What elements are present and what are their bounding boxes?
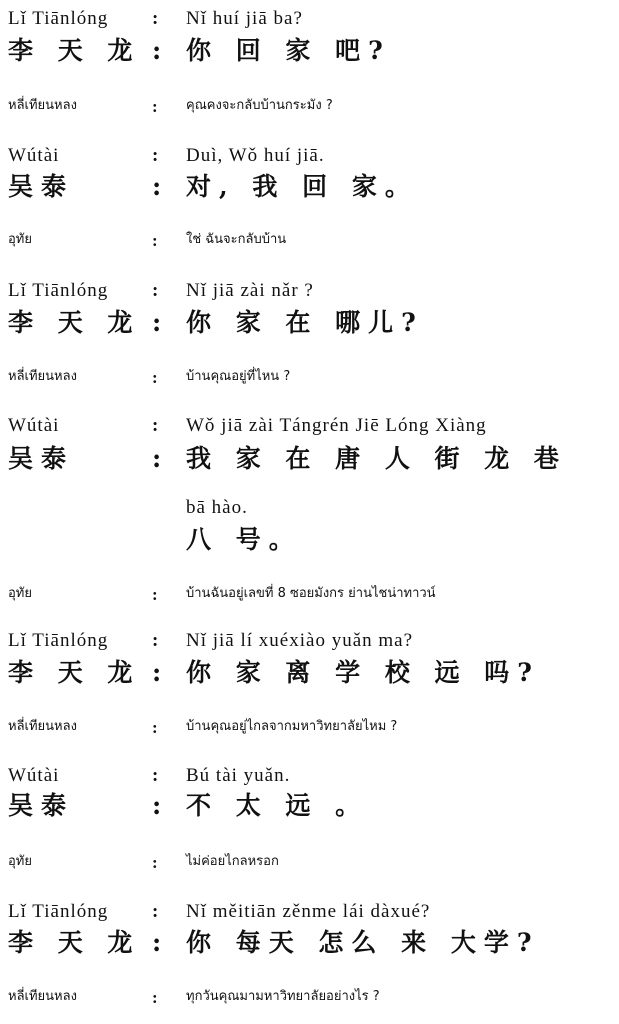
speaker-name: อุทัย: [8, 232, 32, 247]
separator-colon: :: [152, 308, 162, 337]
separator-colon: :: [152, 585, 158, 604]
dialogue-text: ไม่ค่อยไกลหรอก: [186, 854, 279, 869]
speaker-name: อุทัย: [8, 586, 32, 601]
separator-colon: :: [152, 901, 160, 922]
dialogue-text: Bú tài yuǎn.: [186, 765, 291, 786]
dialogue-text: บ้านฉันอยู่เลขที่ 8 ซอยมังกร ย่านไชน่าทาวน์: [186, 586, 436, 601]
dialogue-text: 你 家 在 哪儿?: [186, 308, 424, 337]
dialogue-text: Wǒ jiā zài Tángrén Jiē Lóng Xiàng: [186, 415, 487, 436]
separator-colon: :: [152, 765, 160, 786]
dialogue-text: ทุกวันคุณมามหาวิทยาลัยอย่างไร ?: [186, 989, 380, 1004]
speaker-name: Lǐ Tiānlóng: [8, 901, 109, 922]
dialogue-text: บ้านคุณอยู่ไกลจากมหาวิทยาลัยไหม ?: [186, 719, 398, 734]
separator-colon: :: [152, 280, 160, 301]
speaker-name: Lǐ Tiānlóng: [8, 8, 109, 29]
dialogue-text: Duì, Wǒ huí jiā.: [186, 145, 325, 166]
separator-colon: :: [152, 791, 162, 820]
dialogue-text: Nǐ měitiān zěnme lái dàxué?: [186, 901, 431, 922]
separator-colon: :: [152, 988, 158, 1007]
speaker-name: Wútài: [8, 415, 60, 436]
separator-colon: :: [152, 658, 162, 687]
speaker-name: อุทัย: [8, 854, 32, 869]
separator-colon: :: [152, 415, 160, 436]
dialogue-text: 不 太 远 。: [186, 791, 369, 820]
dialogue-text: ใช่ ฉันจะกลับบ้าน: [186, 232, 287, 247]
dialogue-text: คุณคงจะกลับบ้านกระมัง ?: [186, 98, 333, 113]
separator-colon: :: [152, 368, 158, 387]
speaker-name: 李 天 龙: [8, 928, 141, 957]
dialogue-text: 你 回 家 吧?: [186, 36, 391, 65]
speaker-name: หลี่เทียนหลง: [8, 719, 77, 734]
speaker-name: หลี่เทียนหลง: [8, 989, 77, 1004]
speaker-name: 李 天 龙: [8, 36, 141, 65]
speaker-name: 李 天 龙: [8, 308, 141, 337]
dialogue-text: 我 家 在 唐 人 街 龙 巷: [186, 444, 567, 473]
dialogue-text: 对, 我 回 家。: [186, 172, 418, 201]
separator-colon: :: [152, 8, 160, 29]
dialogue-text: Nǐ jiā zài nǎr ?: [186, 280, 314, 301]
separator-colon: :: [152, 172, 162, 201]
speaker-name: Wútài: [8, 765, 60, 786]
dialogue-text: bā hào.: [186, 497, 248, 518]
speaker-name: 吴泰: [8, 172, 75, 201]
speaker-name: หลี่เทียนหลง: [8, 369, 77, 384]
separator-colon: :: [152, 231, 158, 250]
separator-colon: :: [152, 444, 162, 473]
separator-colon: :: [152, 928, 162, 957]
separator-colon: :: [152, 718, 158, 737]
separator-colon: :: [152, 97, 158, 116]
separator-colon: :: [152, 36, 162, 65]
dialogue-text: Nǐ huí jiā ba?: [186, 8, 303, 29]
speaker-name: Wútài: [8, 145, 60, 166]
separator-colon: :: [152, 630, 160, 651]
speaker-name: 吴泰: [8, 444, 75, 473]
separator-colon: :: [152, 145, 160, 166]
speaker-name: Lǐ Tiānlóng: [8, 280, 109, 301]
speaker-name: 吴泰: [8, 791, 75, 820]
speaker-name: Lǐ Tiānlóng: [8, 630, 109, 651]
separator-colon: :: [152, 853, 158, 872]
dialogue-text: บ้านคุณอยู่ที่ไหน ?: [186, 369, 291, 384]
dialogue-text: Nǐ jiā lí xuéxiào yuǎn ma?: [186, 630, 414, 651]
speaker-name: หลี่เทียนหลง: [8, 98, 77, 113]
dialogue-text: 你 每天 怎么 来 大学?: [186, 928, 540, 957]
dialogue-text: 你 家 离 学 校 远 吗?: [186, 658, 540, 687]
dialogue-text: 八 号。: [186, 525, 302, 554]
speaker-name: 李 天 龙: [8, 658, 141, 687]
